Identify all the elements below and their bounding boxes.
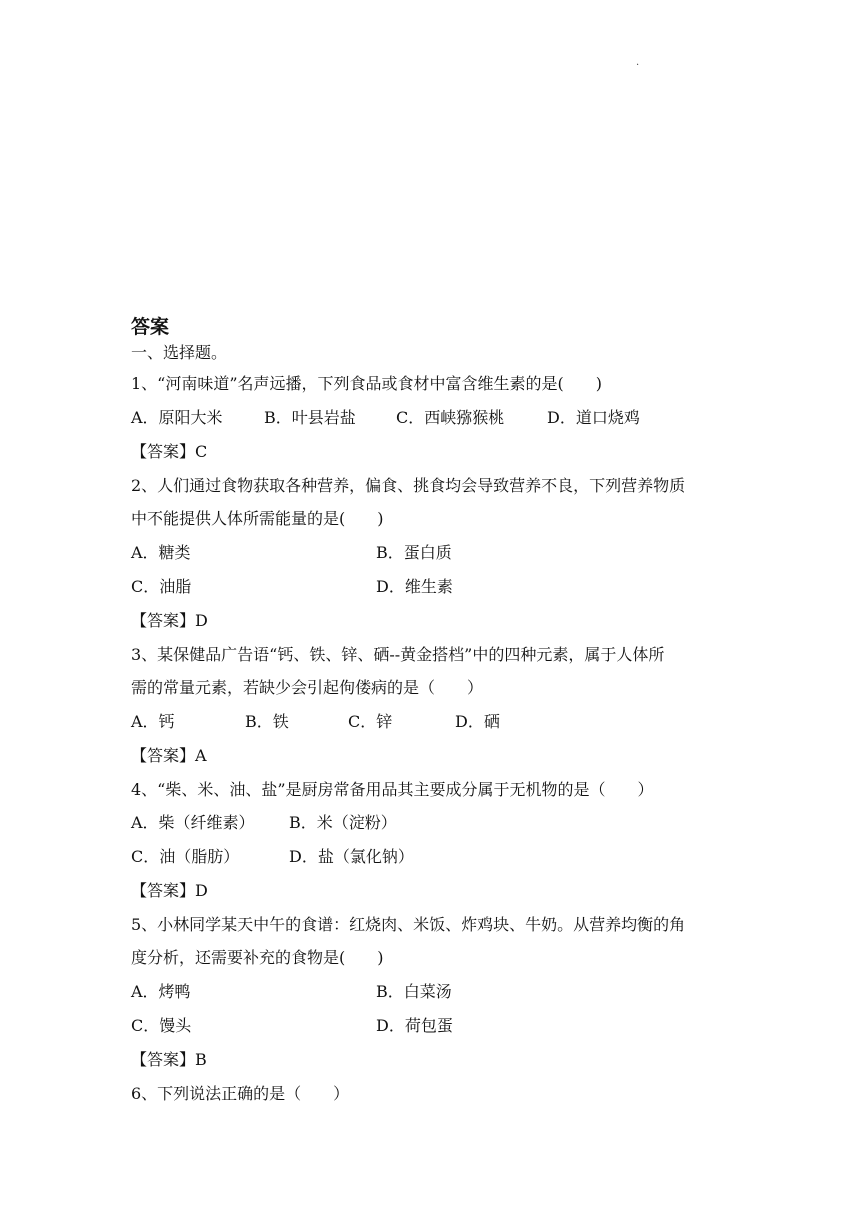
question-5-stem-line-2: 度分析，还需要补充的食物是( ) <box>131 948 384 967</box>
section-heading: 一、选择题。 <box>131 343 228 362</box>
question-6-stem: 6、下列说法正确的是（ ） <box>131 1084 350 1103</box>
question-4-stem: 4、“柴、米、油、盐”是厨房常备用品其主要成分属于无机物的是（ ） <box>131 780 654 799</box>
question-3-option-c: C．锌 <box>348 712 393 731</box>
question-5-option-d: D．荷包蛋 <box>376 1016 453 1035</box>
question-1-answer: 【答案】C <box>131 442 208 461</box>
header-mark: . <box>636 57 640 68</box>
question-1-option-c: C．西峡猕猴桃 <box>396 408 505 427</box>
answer-title: 答案 <box>131 316 170 338</box>
question-4-option-d: D．盐（氯化钠） <box>289 847 414 866</box>
question-1-stem: 1、“河南味道”名声远播，下列食品或食材中富含维生素的是( ) <box>131 374 603 393</box>
question-5-option-a: A．烤鸭 <box>131 982 191 1001</box>
question-2-answer: 【答案】D <box>131 611 208 630</box>
question-2-stem-line-1: 2、人们通过食物获取各种营养，偏食、挑食均会导致营养不良，下列营养物质 <box>131 476 686 495</box>
question-1-option-a: A．原阳大米 <box>131 408 223 427</box>
question-3-option-a: A．钙 <box>131 712 175 731</box>
question-2-stem-line-2: 中不能提供人体所需能量的是( ) <box>131 509 384 528</box>
question-4-option-b: B．米（淀粉） <box>289 813 397 832</box>
question-3-option-d: D．硒 <box>455 712 500 731</box>
question-5-stem-line-1: 5、小林同学某天中午的食谱：红烧肉、米饭、炸鸡块、牛奶。从营养均衡的角 <box>131 915 686 934</box>
question-1-option-d: D．道口烧鸡 <box>547 408 640 427</box>
question-5-answer: 【答案】B <box>131 1050 207 1069</box>
question-2-option-b: B．蛋白质 <box>376 543 452 562</box>
question-3-option-b: B．铁 <box>245 712 289 731</box>
question-4-answer: 【答案】D <box>131 881 208 900</box>
question-5-option-b: B．白菜汤 <box>376 982 452 1001</box>
question-3-stem-line-2: 需的常量元素，若缺少会引起佝偻病的是（ ） <box>131 678 484 697</box>
question-2-option-a: A．糖类 <box>131 543 191 562</box>
question-3-stem-line-1: 3、某保健品广告语“钙、铁、锌、硒--黄金搭档”中的四种元素，属于人体所 <box>131 645 665 664</box>
question-2-option-c: C．油脂 <box>131 577 192 596</box>
question-4-option-c: C．油（脂肪） <box>131 847 240 866</box>
question-4-option-a: A．柴（纤维素） <box>131 813 255 832</box>
question-2-option-d: D．维生素 <box>376 577 453 596</box>
question-5-option-c: C．馒头 <box>131 1016 192 1035</box>
question-1-option-b: B．叶县岩盐 <box>264 408 356 427</box>
question-3-answer: 【答案】A <box>131 746 207 765</box>
